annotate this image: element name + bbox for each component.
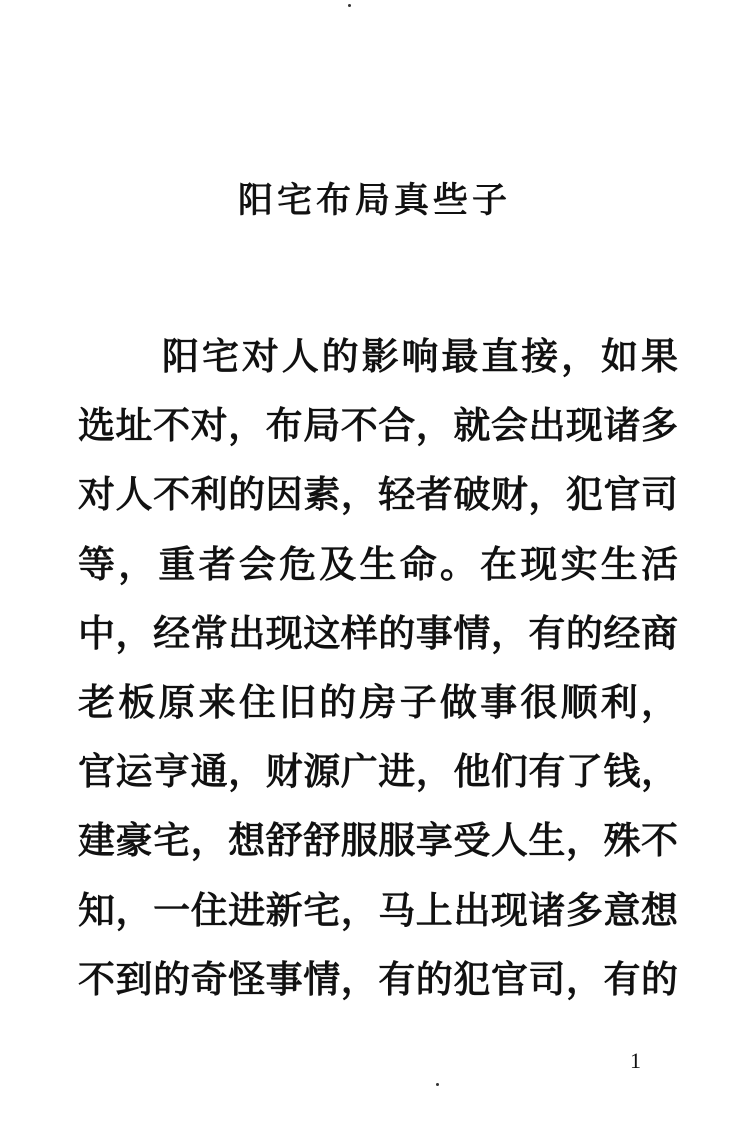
page-title: 阳宅布局真些子 (237, 180, 511, 221)
text-line: 不到的奇怪事情，有的犯官司，有的 (78, 956, 678, 1001)
text-line: 等，重者会危及生命。在现实生活 (78, 541, 678, 586)
text-line: 选址不对，布局不合，就会出现诸多 (78, 403, 678, 448)
scan-speck (348, 4, 351, 7)
text-line: 中，经常出现这样的事情，有的经商 (78, 610, 678, 655)
text-line: 知，一住进新宅，马上出现诸多意想 (78, 887, 678, 932)
text-line: 老板原来住旧的房子做事很顺利， (78, 679, 678, 724)
text-line: 建豪宅，想舒舒服服享受人生，殊不 (78, 818, 678, 863)
scan-speck (436, 1083, 439, 1086)
text-line: 阳宅对人的影响最直接，如果 (162, 334, 678, 378)
text-line: 官运亨通，财源广进，他们有了钱， (78, 749, 678, 794)
text-line: 对人不利的因素，轻者破财，犯官司 (78, 472, 678, 517)
body-text (78, 322, 678, 1014)
page-number: 1 (630, 1048, 641, 1073)
